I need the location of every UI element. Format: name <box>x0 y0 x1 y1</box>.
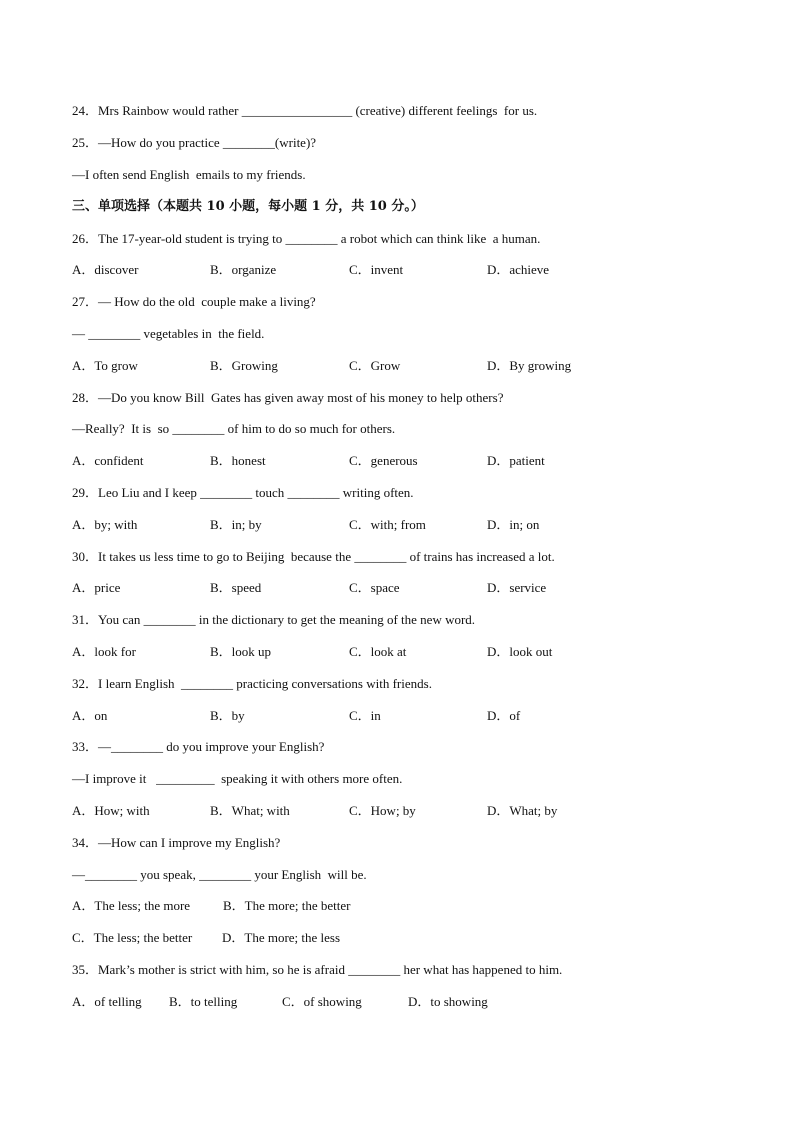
q31-option-c: C．look at <box>349 644 407 659</box>
question-32: 32．I learn English ________ practicing conversations with friends. <box>72 676 432 691</box>
question-27-response: — ________ vegetables in the field. <box>72 326 265 341</box>
q33-option-d: D．What; by <box>487 803 558 818</box>
q29-option-d: D．in; on <box>487 517 540 532</box>
q26-option-d: D．achieve <box>487 262 550 277</box>
question-33-prompt: 33．—________ do you improve your English? <box>72 739 325 754</box>
q27-option-d: D．By growing <box>487 358 572 373</box>
q26-option-b: B．organize <box>210 262 277 277</box>
question-24: 24．Mrs Rainbow would rather _________________ (creative) different feelings for us. <box>72 103 538 118</box>
question-25-response: —I often send English emails to my friends. <box>72 167 306 182</box>
question-26: 26．The 17-year-old student is trying to ________ a robot which can think like a human. <box>72 231 541 246</box>
question-35: 35．Mark’s mother is strict with him, so he is afraid ________ her what has happened to him. <box>72 962 563 977</box>
q34-option-c: C．The less; the better <box>72 930 193 945</box>
q29-option-b: B．in; by <box>210 517 262 532</box>
q28-option-b: B．honest <box>210 453 266 468</box>
question-30: 30．It takes us less time to go to Beijing because the ________ of trains has increased a lot. <box>72 549 555 564</box>
q28-option-c: C．generous <box>349 453 418 468</box>
section-heading: 三、单项选择（本题共 10 小题，每小题 1 分，共 10 分。） <box>72 199 424 214</box>
q30-option-d: D．service <box>487 580 547 595</box>
q31-option-a: A．look for <box>72 644 136 659</box>
question-34-response: —________ you speak, ________ your English will be. <box>72 867 367 882</box>
q30-option-a: A．price <box>72 580 121 595</box>
question-33-response: —I improve it _________ speaking it with others more often. <box>72 771 403 786</box>
question-34-prompt: 34．—How can I improve my English? <box>72 835 281 850</box>
q28-option-a: A．confident <box>72 453 144 468</box>
q34-option-d: D．The more; the less <box>222 930 341 945</box>
q28-option-d: D．patient <box>487 453 545 468</box>
q27-option-a: A．To grow <box>72 358 138 373</box>
q31-option-b: B．look up <box>210 644 272 659</box>
q34-option-b: B．The more; the better <box>223 898 351 913</box>
q35-option-c: C．of showing <box>282 994 362 1009</box>
q30-option-c: C．space <box>349 580 400 595</box>
q35-option-a: A．of telling <box>72 994 142 1009</box>
q35-option-b: B．to telling <box>169 994 238 1009</box>
q26-option-c: C．invent <box>349 262 404 277</box>
q27-option-b: B．Growing <box>210 358 278 373</box>
q32-option-b: B．by <box>210 708 245 723</box>
question-27-prompt: 27．— How do the old couple make a living? <box>72 294 316 309</box>
q34-option-a: A．The less; the more <box>72 898 191 913</box>
q26-option-a: A．discover <box>72 262 139 277</box>
q33-option-c: C．How; by <box>349 803 416 818</box>
q32-option-c: C．in <box>349 708 381 723</box>
question-28-prompt: 28．—Do you know Bill Gates has given away most of his money to help others? <box>72 390 504 405</box>
q29-option-a: A．by; with <box>72 517 138 532</box>
q29-option-c: C．with; from <box>349 517 426 532</box>
q33-option-b: B．What; with <box>210 803 290 818</box>
q27-option-c: C．Grow <box>349 358 401 373</box>
q31-option-d: D．look out <box>487 644 553 659</box>
q33-option-a: A．How; with <box>72 803 150 818</box>
q32-option-d: D．of <box>487 708 521 723</box>
question-31: 31．You can ________ in the dictionary to get the meaning of the new word. <box>72 612 476 627</box>
question-25-prompt: 25．—How do you practice ________(write)? <box>72 135 317 150</box>
q30-option-b: B．speed <box>210 580 262 595</box>
q32-option-a: A．on <box>72 708 108 723</box>
question-28-response: —Really? It is so ________ of him to do so much for others. <box>72 421 396 436</box>
question-29: 29．Leo Liu and I keep ________ touch ________ writing often. <box>72 485 414 500</box>
q35-option-d: D．to showing <box>408 994 488 1009</box>
